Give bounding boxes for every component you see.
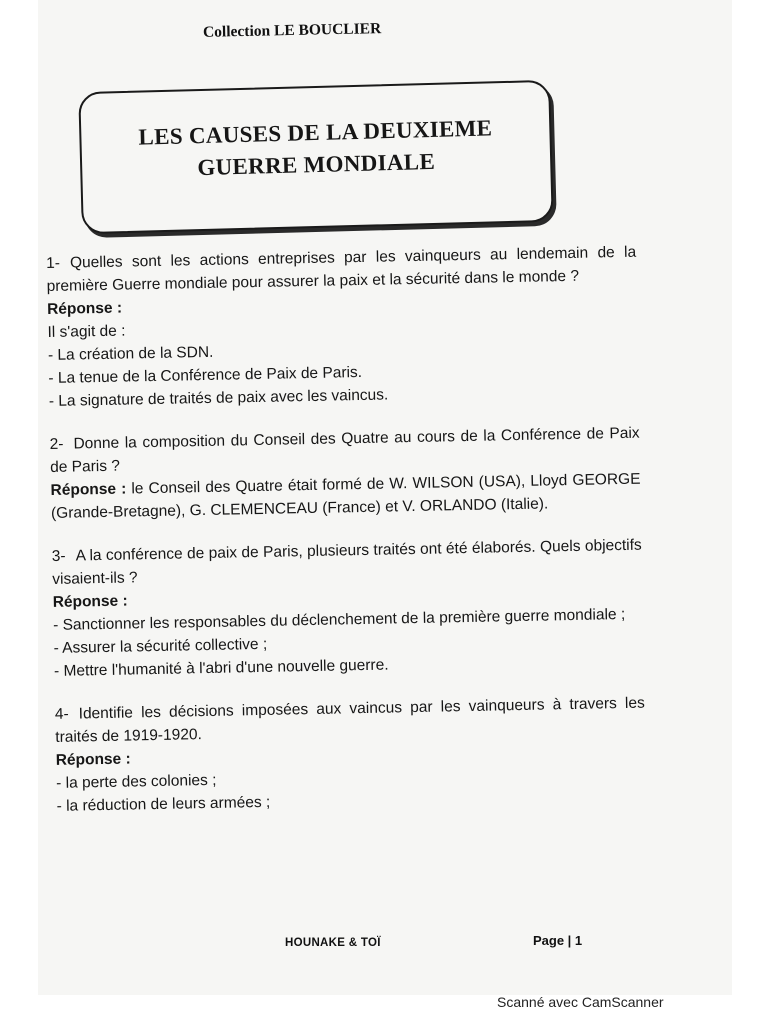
- question-block-4: [55, 692, 647, 818]
- footer-author: HOUNAKE & TOÏ: [285, 937, 381, 949]
- question-body: Identifie les décisions imposées aux vaincus par les vainqueurs à travers les traités de 1919-1920.: [55, 694, 645, 746]
- collection-header: Collection LE BOUCLIER: [202, 20, 382, 41]
- question-body: A la conférence de paix de Paris, plusieurs traités ont été élaborés. Quels objectifs visaient-ils ?: [52, 536, 642, 588]
- question-number: 4-: [54, 705, 69, 723]
- answer-intro: Il s'agit de :: [47, 322, 126, 341]
- answer-label: Réponse :: [50, 480, 127, 499]
- questions-section: [46, 241, 647, 818]
- camscanner-watermark: Scanné avec CamScanner: [497, 994, 664, 1010]
- answer-item: - La création de la SDN.: [47, 343, 214, 364]
- page-number: Page | 1: [533, 933, 583, 948]
- title-line-1: LES CAUSES DE LA DEUXIEME: [138, 115, 493, 150]
- question-block-3: [52, 534, 645, 683]
- answer-label: Réponse :: [52, 592, 128, 611]
- title-line-2: GUERRE MONDIALE: [197, 148, 436, 181]
- question-block-2: [49, 422, 641, 525]
- answer-item: - Mettre l'humanité à l'abri d'une nouvelle guerre.: [53, 656, 389, 680]
- question-body: Donne la composition du Conseil des Quatre au cours de la Conférence de Paix de Paris ?: [49, 424, 640, 476]
- answer-item: - la perte des colonies ;: [56, 771, 217, 792]
- answer-text: le Conseil des Quatre était formé de W. WILSON (USA), Lloyd GEORGE (Grande-Bretagne), G. CLEMENCEAU (France) et V. ORLANDO (Italie).: [50, 470, 641, 522]
- answer-item: - La tenue de la Conférence de Paix de Paris.: [48, 363, 363, 387]
- question-block-1: [46, 241, 639, 413]
- answer-item: - La signature de traités de paix avec les vaincus.: [48, 386, 389, 410]
- answer-item: - Sanctionner les responsables du déclenchement de la première guerre mondiale ;: [53, 605, 626, 634]
- title-box: [78, 80, 554, 234]
- answer-item: - la réduction de leurs armées ;: [56, 793, 271, 815]
- question-number: 1-: [46, 254, 61, 272]
- question-number: 2-: [49, 435, 64, 453]
- answer-label: Réponse :: [46, 299, 123, 318]
- answer-label: Réponse :: [55, 750, 131, 769]
- question-number: 3-: [51, 547, 66, 565]
- question-body: Quelles sont les actions entreprises par les vainqueurs au lendemain de la première Guerre mondiale pour assurer la paix et la sécurité dans le monde ?: [46, 243, 637, 295]
- answer-item: - Assurer la sécurité collective ;: [53, 635, 268, 657]
- scanned-page: [38, 0, 732, 995]
